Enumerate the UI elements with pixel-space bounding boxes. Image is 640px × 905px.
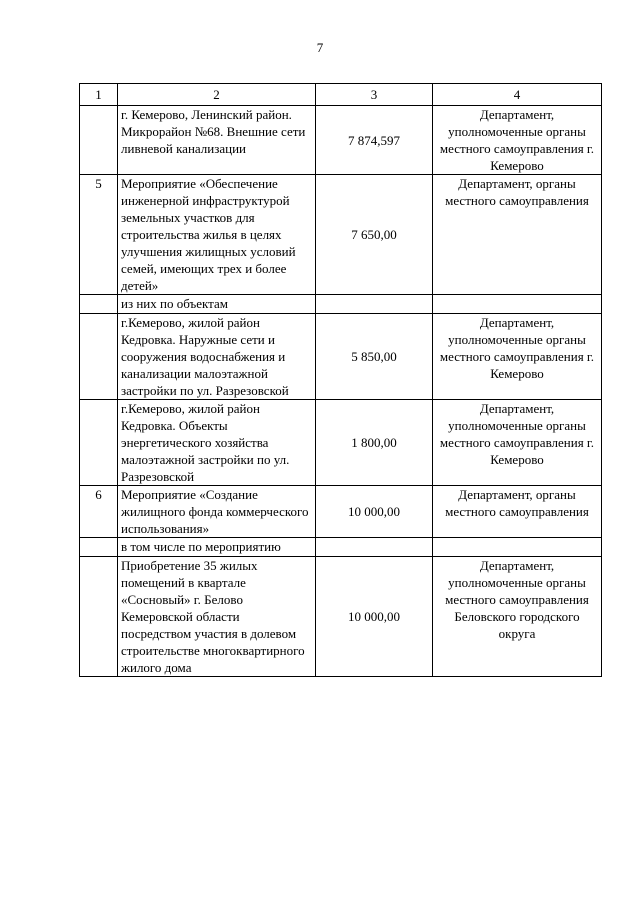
row-number <box>80 314 118 400</box>
row-department: Департамент, уполномоченные органы местного самоуправления г. Кемерово <box>433 400 602 486</box>
row-department <box>433 538 602 557</box>
row-department: Департамент, уполномоченные органы местного самоуправления Беловского городского округа <box>433 557 602 677</box>
row-department: Департамент, уполномоченные органы местного самоуправления г. Кемерово <box>433 314 602 400</box>
row-number <box>80 400 118 486</box>
row-description: из них по объектам <box>118 295 316 314</box>
table-row <box>80 314 602 400</box>
row-number <box>80 106 118 175</box>
row-description: Приобретение 35 жилых помещений в квартале «Сосновый» г. Белово Кемеровской области посредством участия в долевом строительстве многоквартирного жилого дома <box>118 557 316 677</box>
row-amount: 7 874,597 <box>316 106 433 175</box>
row-department: Департамент, органы местного самоуправления <box>433 486 602 538</box>
row-amount: 10 000,00 <box>316 486 433 538</box>
table-header-row <box>80 84 602 106</box>
row-description: Мероприятие «Обеспечение инженерной инфраструктурой земельных участков для строительства жилья в целях улучшения жилищных условий семей, имеющих трех и более детей» <box>118 175 316 295</box>
row-department <box>433 295 602 314</box>
row-description: в том числе по мероприятию <box>118 538 316 557</box>
row-department: Департамент, органы местного самоуправления <box>433 175 602 295</box>
row-number: 5 <box>80 175 118 295</box>
row-amount: 7 650,00 <box>316 175 433 295</box>
column-header: 3 <box>316 84 433 106</box>
table-row <box>80 486 602 538</box>
row-description: г.Кемерово, жилой район Кедровка. Объекты энергетического хозяйства малоэтажной застройки по ул. Разрезовской <box>118 400 316 486</box>
table-row <box>80 538 602 557</box>
row-amount: 10 000,00 <box>316 557 433 677</box>
measures-table <box>79 83 602 677</box>
table-row <box>80 400 602 486</box>
row-number <box>80 557 118 677</box>
page-number: 7 <box>316 40 324 55</box>
row-number <box>80 538 118 557</box>
table-row <box>80 295 602 314</box>
table-row <box>80 175 602 295</box>
row-number: 6 <box>80 486 118 538</box>
table-row <box>80 106 602 175</box>
row-department: Департамент, уполномоченные органы местного самоуправления г. Кемерово <box>433 106 602 175</box>
column-header: 4 <box>433 84 602 106</box>
row-description: г.Кемерово, жилой район Кедровка. Наружные сети и сооружения водоснабжения и канализации малоэтажной застройки по ул. Разрезовской <box>118 314 316 400</box>
row-amount <box>316 538 433 557</box>
row-amount <box>316 295 433 314</box>
column-header: 2 <box>118 84 316 106</box>
row-number <box>80 295 118 314</box>
table-row <box>80 557 602 677</box>
column-header: 1 <box>80 84 118 106</box>
row-description: г. Кемерово, Ленинский район. Микрорайон №68. Внешние сети ливневой канализации <box>118 106 316 175</box>
row-amount: 5 850,00 <box>316 314 433 400</box>
row-amount: 1 800,00 <box>316 400 433 486</box>
row-description: Мероприятие «Создание жилищного фонда коммерческого использования» <box>118 486 316 538</box>
